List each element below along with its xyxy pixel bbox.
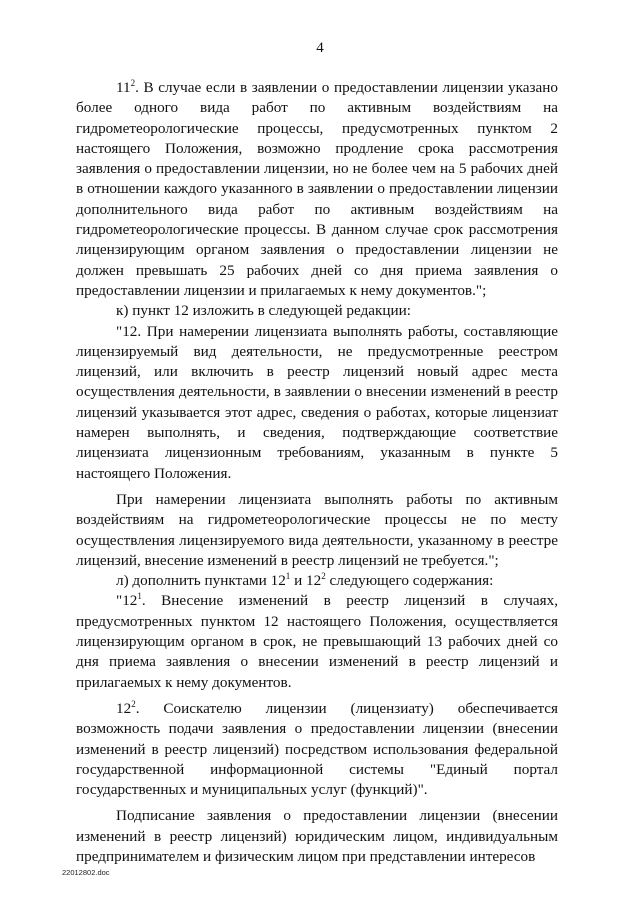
- paragraph-l: л) дополнить пунктами $12^1$ и $12^2$ следующего содержания:: [116, 571, 494, 590]
- paragraph-12-2: $12^2$. Соискателю лицензии (лицензиату) обеспечивается возможность подачи заявления о предоставлении лицензии (внесении изменений в реестр лицензий) посредством использования федеральной государственной информационной системы "Единый портал государственных и муниципальных услуг (функций)".: [76, 698, 558, 799]
- paragraph-11-2: $11^2$. В случае если в заявлении о предоставлении лицензии указано более одного вида работ по активным воздействиям на гидрометеорологические процессы, предусмотренных пунктом 2 настоящего Положения, возможно продление срока рассмотрения заявления о предоставлении лицензии, но не более чем на 5 рабочих дней в отношении каждого указанного в заявлении о предоставлении лицензии дополнительного вида работ по активным воздействиям на гидрометеорологические процессы. В данном случае срок рассмотрения лицензирующим органом заявления о предоставлении лицензии не должен превышать 25 рабочих дней со дня приема заявления о предоставлении лицензии и прилагаемых к нему документов.";: [76, 78, 558, 299]
- paragraph-12-continuation: При намерении лицензиата выполнять работы по активным воздействиям на гидрометеорологические процессы не по месту осуществления лицензируемого вида деятельности, указанному в реестре лицензий, внесение изменений в реестр лицензий не требуется.";: [76, 490, 558, 569]
- paragraph-12: "12. При намерении лицензиата выполнять работы, составляющие лицензируемый вид деятельности, не предусмотренные реестром лицензий, или включить в реестр лицензий новый адрес места осуществления деятельности, в заявлении о внесении изменений в реестр лицензий указывается этот адрес, сведения о работах, которые лицензиат намерен выполнять, и сведения, подтверждающие соответствие лицензиата лицензионным требованиям, указанным в пункте 5 настоящего Положения.: [76, 322, 558, 482]
- footer-filename: 22012802.doc: [62, 868, 110, 877]
- paragraph-k: к) пункт 12 изложить в следующей редакции:: [116, 302, 412, 320]
- paragraph-12-1: "$12^1$. Внесение изменений в реестр лицензий в случаях, предусмотренных пунктом 12 настоящего Положения, осуществляется лицензирующим органом в срок, не превышающий 13 рабочих дней со дня приема заявления о внесении изменений в реестр лицензий и прилагаемых к нему документов.: [76, 591, 558, 691]
- document-body: [76, 78, 558, 867]
- paragraph-signing: Подписание заявления о предоставлении лицензии (внесении изменений в реестр лицензий) юридическим лицом, индивидуальным предпринимателем и физическим лицом при представлении интересов: [76, 807, 558, 865]
- page-number: 4: [316, 40, 324, 56]
